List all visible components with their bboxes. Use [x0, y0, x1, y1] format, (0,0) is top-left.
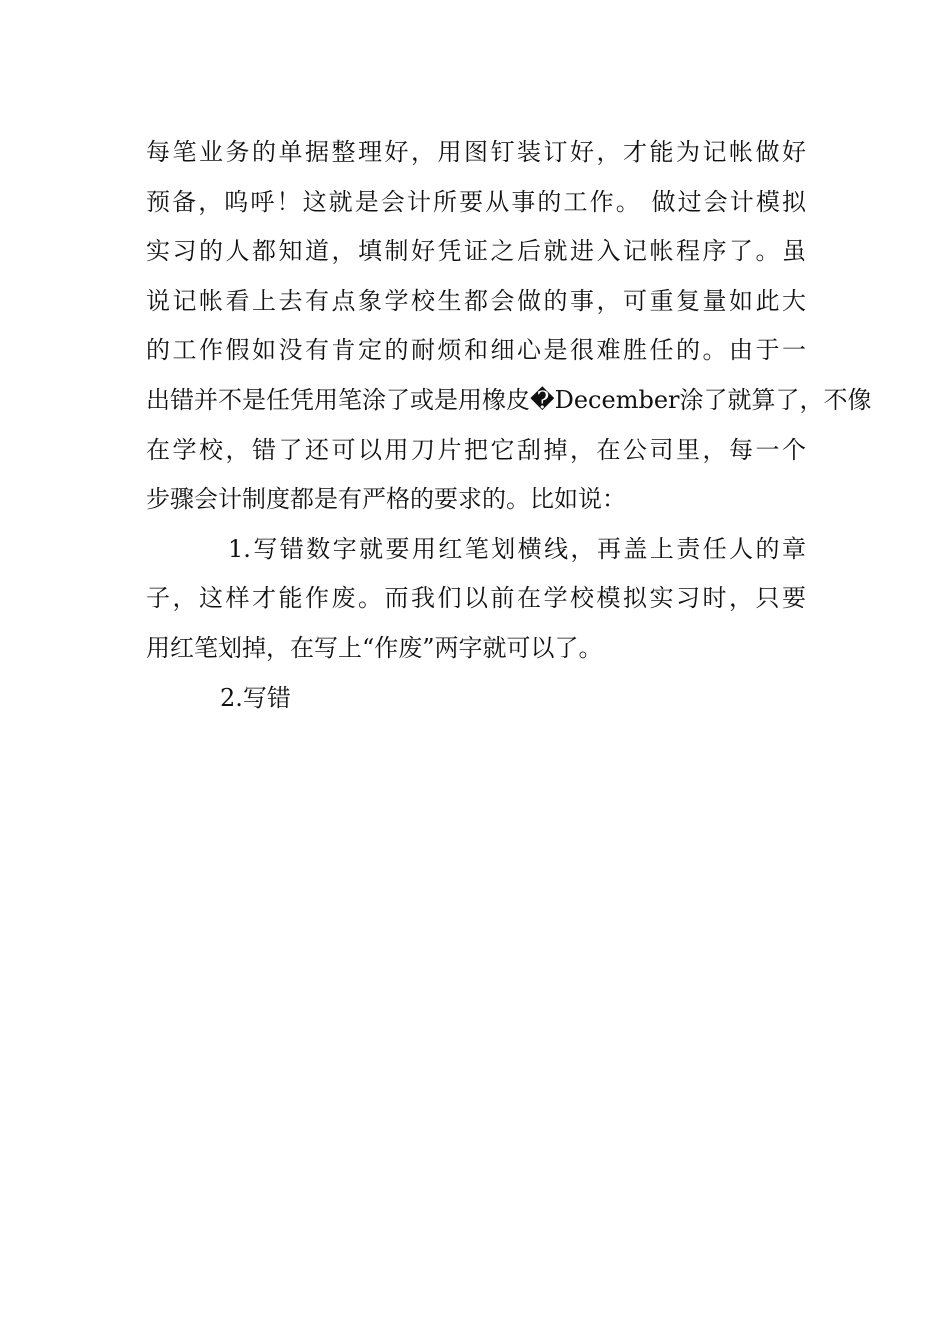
paragraph-item-1 — [146, 525, 806, 674]
text-line: 在学校，错了还可以用刀片把它刮掉，在公司里，每一个 — [146, 435, 806, 464]
text-line: 子，这样才能作废。而我们以前在学校模拟实习时，只要 — [146, 584, 806, 613]
text-line: 说记帐看上去有点象学校生都会做的事，可重复量如此大 — [146, 286, 806, 315]
text-line: 用红笔划掉，在写上“作废”两字就可以了。 — [146, 633, 603, 662]
text-line: 2.写错 — [220, 683, 291, 712]
text-line: 1.写错数字就要用红笔划横线，再盖上责任人的章 — [228, 534, 806, 563]
text-line: 的工作假如没有肯定的耐烦和细心是很难胜任的。由于一 — [146, 336, 806, 365]
document-body — [146, 128, 872, 723]
text-line: 出错并不是任凭用笔涂了或是用橡皮�December涂了就算了，不像 — [146, 385, 872, 414]
text-line: 预备，呜呼！这就是会计所要从事的工作。 做过会计模拟 — [146, 187, 806, 216]
paragraph-accounting-work — [146, 128, 872, 525]
text-line: 每笔业务的单据整理好，用图钉装订好，才能为记帐做好 — [146, 138, 806, 166]
text-line: 实习的人都知道，填制好凭证之后就进入记帐程序了。虽 — [146, 237, 806, 266]
paragraph-item-2 — [146, 674, 806, 724]
text-line: 步骤会计制度都是有严格的要求的。比如说： — [146, 485, 626, 514]
